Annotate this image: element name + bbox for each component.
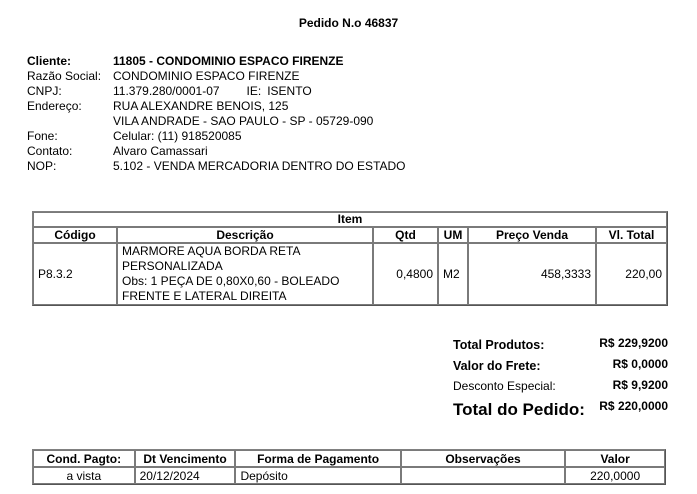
- cell-observacoes: [401, 467, 565, 484]
- endereco-row-2: [27, 114, 406, 129]
- descricao-line3: Obs: 1 PEÇA DE 0,80X0,60 - BOLEADO: [122, 274, 340, 288]
- table-row: [33, 243, 667, 305]
- endereco-row: [27, 99, 406, 114]
- frete-label: Valor do Frete:: [453, 359, 541, 373]
- fone-value: Celular: (11) 918520085: [113, 129, 242, 143]
- razao-value: CONDOMINIO ESPACO FIRENZE: [113, 69, 300, 83]
- desconto-row: [453, 376, 668, 396]
- cnpj-label: CNPJ:: [27, 84, 62, 98]
- razao-row: [27, 69, 406, 84]
- descricao-line1: MARMORE AQUA BORDA RETA: [122, 244, 301, 258]
- descricao-line4: FRENTE E LATERAL DIREITA: [122, 289, 287, 303]
- items-table: [32, 211, 668, 306]
- desconto-label: Desconto Especial:: [453, 379, 556, 393]
- endereco-line2: VILA ANDRADE - SAO PAULO - SP - 05729-090: [113, 114, 374, 128]
- cell-cond-pagto: a vista: [33, 467, 135, 484]
- cell-dt-vencimento: 20/12/2024: [135, 467, 236, 484]
- endereco-line1: RUA ALEXANDRE BENOIS, 125: [113, 99, 289, 113]
- payment-table: [32, 449, 666, 485]
- total-produtos-label: Total Produtos:: [453, 338, 545, 352]
- contato-value: Alvaro Camassari: [113, 144, 208, 158]
- razao-label: Razão Social:: [27, 69, 102, 83]
- col-valor: Valor: [565, 450, 665, 467]
- cell-um: M2: [438, 243, 468, 305]
- cell-valor: 220,0000: [565, 467, 665, 484]
- descricao-line2: PERSONALIZADA: [122, 259, 223, 273]
- nop-label: NOP:: [27, 159, 57, 173]
- col-codigo: Código: [33, 227, 117, 243]
- table-row: [33, 467, 665, 484]
- desconto-value: R$ 9,9200: [612, 378, 668, 392]
- fone-row: [27, 129, 406, 144]
- items-header-row: [33, 227, 667, 243]
- col-qtd: Qtd: [373, 227, 438, 243]
- cnpj-row: [27, 84, 406, 99]
- col-observacoes: Observações: [401, 450, 565, 467]
- ie-value: ISENTO: [267, 84, 312, 98]
- client-info: [27, 54, 406, 174]
- cliente-label: Cliente:: [27, 54, 72, 68]
- total-pedido-row: [453, 396, 668, 420]
- frete-row: [453, 356, 668, 376]
- nop-row: [27, 159, 406, 174]
- frete-value: R$ 0,0000: [612, 357, 668, 371]
- cell-forma-pagamento: Depósito: [235, 467, 400, 484]
- fone-label: Fone:: [27, 129, 58, 143]
- totals-block: [453, 336, 668, 420]
- col-cond-pagto: Cond. Pagto:: [33, 450, 135, 467]
- cell-descricao: [117, 243, 373, 305]
- payment-header-row: [33, 450, 665, 467]
- nop-value: 5.102 - VENDA MERCADORIA DENTRO DO ESTADO: [113, 159, 406, 173]
- contato-row: [27, 144, 406, 159]
- cell-codigo: P8.3.2: [33, 243, 117, 305]
- cell-preco-venda: 458,3333: [468, 243, 596, 305]
- cliente-row: [27, 54, 406, 69]
- col-descricao: Descrição: [117, 227, 373, 243]
- contato-label: Contato:: [27, 144, 73, 158]
- page-title: Pedido N.o 46837: [298, 16, 399, 30]
- col-dt-vencimento: Dt Vencimento: [135, 450, 236, 467]
- cliente-value: 11805 - CONDOMINIO ESPACO FIRENZE: [113, 54, 344, 68]
- col-um: UM: [438, 227, 468, 243]
- total-pedido-label: Total do Pedido:: [453, 400, 585, 419]
- total-produtos-value: R$ 229,9200: [599, 336, 668, 350]
- endereco-label: Endereço:: [27, 99, 82, 113]
- col-forma-pagamento: Forma de Pagamento: [235, 450, 400, 467]
- cnpj-value: 11.379.280/0001-07: [113, 84, 220, 98]
- total-produtos-row: [453, 336, 668, 356]
- col-preco-venda: Preço Venda: [468, 227, 596, 243]
- cell-qtd: 0,4800: [373, 243, 438, 305]
- ie-label: IE:: [246, 84, 262, 98]
- col-vl-total: Vl. Total: [596, 227, 667, 243]
- total-pedido-value: R$ 220,0000: [599, 399, 668, 413]
- cell-vl-total: 220,00: [596, 243, 667, 305]
- items-caption: Item: [33, 212, 667, 227]
